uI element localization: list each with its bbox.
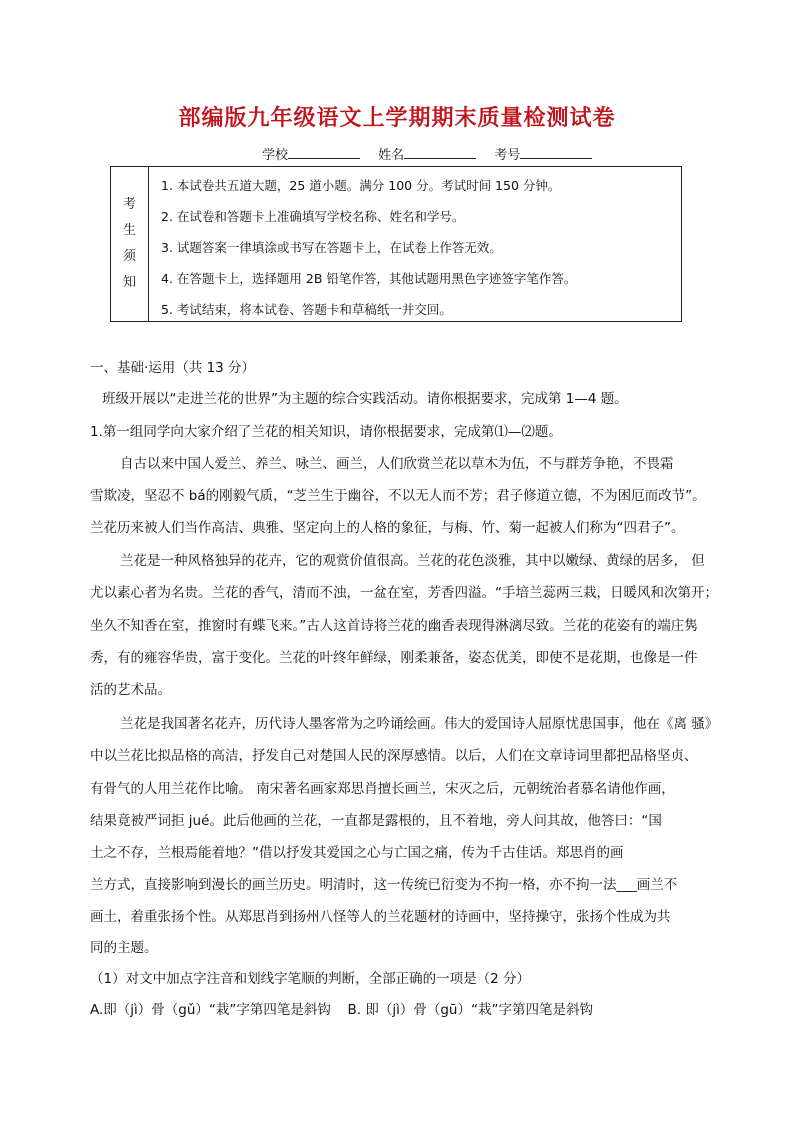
school-label: 学校 xyxy=(262,148,289,163)
passage-line: 中以兰花比拟品格的高洁，抒发自己对楚国人民的深厚感情。以后，人们在文章诗词里都把品格坚贞、 xyxy=(90,748,698,764)
notice-label-char: 考 xyxy=(122,197,136,212)
name-blank[interactable] xyxy=(404,146,476,159)
section-heading: 一、基础·运用（共 13 分） xyxy=(90,360,256,376)
notice-item: 3. 试题答案一律填涂或书写在答题卡上，在试卷上作答无效。 xyxy=(161,240,502,255)
passage-line: 秀，有的雍容华贵，富于变化。兰花的叶终年鲜绿，刚柔兼备，姿态优美，即使不是花期，也像是一件 xyxy=(90,650,698,666)
passage-line: 同的主题。 xyxy=(90,940,158,956)
passage-line: 兰花历来被人们当作高洁、典雅、坚定向上的人格的象征，与梅、竹、菊一起被人们称为“四君子”。 xyxy=(90,520,685,536)
passage-line: 尤以素心者为名贵。兰花的香气，清而不浊，一盆在室，芳香四溢。“手培兰蕊两三栽，日暖风和次第开； xyxy=(90,585,718,601)
option-b: B. 即（jì）骨（gū）“栽”字第四笔是斜钩 xyxy=(347,1002,593,1018)
exam-no-blank[interactable] xyxy=(520,146,592,159)
passage-line: 雪欺凌，坚忍不 bá的刚毅气质，“芝兰生于幽谷，不以无人而不芳；君子修道立德，不为困厄而改节”。 xyxy=(90,488,706,504)
passage-line: 有骨气的人用兰花作比喻。 南宋著名画家郑思肖擅长画兰，宋灭之后，元朝统治者慕名请他作画， xyxy=(90,781,675,797)
option-a: A.即（jì）骨（gǔ）“栽”字第四笔是斜钩 xyxy=(90,1002,331,1018)
school-field[interactable] xyxy=(262,144,360,163)
passage-line: 坐久不知香在室，推窗时有蝶飞来。”古人这首诗将兰花的幽香表现得淋漓尽致。兰花的花姿有的端庄隽 xyxy=(90,618,698,634)
notice-label-char: 生 xyxy=(122,223,136,238)
school-blank[interactable] xyxy=(288,146,360,159)
section-intro: 班级开展以“走进兰花的世界”为主题的综合实践活动。请你根据要求，完成第 1—4 题。 xyxy=(102,391,628,407)
notice-item: 4. 在答题卡上，选择题用 2B 铅笔作答，其他试题用黑色字迹签字笔作答。 xyxy=(161,271,577,286)
passage-line: 兰花是一种风格独异的花卉，它的观赏价值很高。兰花的花色淡雅，其中以嫩绿、黄绿的居多， 但 xyxy=(120,553,705,569)
passage-line: 兰花是我国著名花卉，历代诗人墨客常为之吟诵绘画。伟大的爱国诗人屈原忧患国事，他在《离 骚》 xyxy=(120,716,719,732)
notice-item: 2. 在试卷和答题卡上准确填写学校名称、姓名和学号。 xyxy=(161,209,465,224)
question-1: 1.第一组同学向大家介绍了兰花的相关知识，请你根据要求，完成第⑴—⑵题。 xyxy=(90,424,562,440)
exam-title: 部编版九年级语文上学期期末质量检测试卷 xyxy=(178,106,616,131)
passage-line: 土之不存，兰根焉能着地？”借以抒发其爱国之心与亡国之痛，传为千古佳话。郑思肖的画 xyxy=(90,845,624,861)
exam-no-field[interactable] xyxy=(494,144,592,163)
notice-label-char: 须 xyxy=(122,249,136,264)
passage-line: 画土，着重张扬个性。从郑思肖到扬州八怪等人的兰花题材的诗画中，坚持操守，张扬个性成为共 xyxy=(90,909,671,925)
notice-item: 5. 考试结束，将本试卷、答题卡和草稿纸一并交回。 xyxy=(161,302,452,317)
exam-notice-box xyxy=(110,166,682,322)
passage-line: 活的艺术品。 xyxy=(90,682,171,698)
name-field[interactable] xyxy=(378,144,476,163)
notice-item: 1. 本试卷共五道大题，25 道小题。满分 100 分。考试时间 150 分钟。 xyxy=(161,178,561,193)
sub-question-1: （1）对文中加点字注音和划线字笔顺的判断，全部正确的一项是（2 分） xyxy=(90,971,530,987)
name-label: 姓名 xyxy=(378,148,405,163)
notice-list xyxy=(161,175,576,330)
option-a-b xyxy=(90,998,593,1018)
passage-line: 兰方式，直接影响到漫长的画兰历史。明清时，这一传统已衍变为不拘一格，亦不拘一法___画兰不 xyxy=(90,877,678,893)
passage-line: 结果竟被严词拒 jué。此后他画的兰花，一直都是露根的，且不着地，旁人问其故，他答曰：“国 xyxy=(90,813,662,829)
notice-label xyxy=(111,167,149,321)
exam-no-label: 考号 xyxy=(494,148,521,163)
passage-line: 自古以来中国人爱兰、养兰、咏兰、画兰，人们欣赏兰花以草木为伍，不与群芳争艳，不畏霜 xyxy=(120,456,674,472)
notice-label-char: 知 xyxy=(122,275,136,290)
student-info-row xyxy=(262,144,606,163)
